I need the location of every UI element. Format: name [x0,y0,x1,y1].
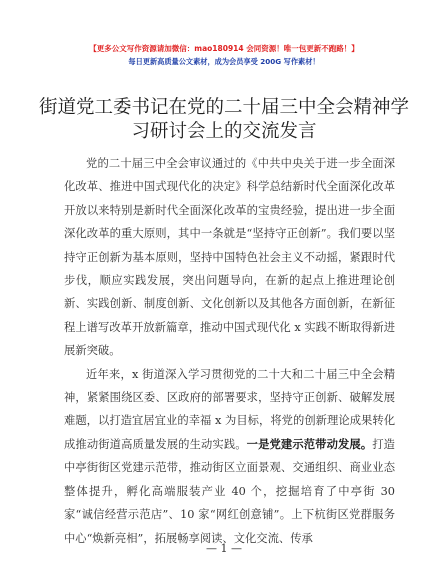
paragraph-2-intro: 近年来，x 街道深入学习贯彻党的二十大和二十届三中全会精神，紧紧围绕区委、区政府的部署要求，坚持守正创新、破解发展难题，以打造宜居宜业的幸福 x 为目标，将党的创新理论成果转化成推动街道高质量发展的生动实践。 [64,367,395,451]
page-number: — 1 — [206,542,242,555]
document-title-line1: 街道党工委书记在党的二十届三中全会精神学 [38,97,409,118]
paragraph-1: 党的二十届三中全会审议通过的《中共中央关于进一步全面深化改革、推进中国式现代化的决定》科学总结新时代全面深化改革开放以来特别是新时代全面深化改革的宝贵经验，提出进一步全面深化改革的重大原则，其中一条就是“坚持守正创新”。我们要以坚持守正创新为基本原则，坚持中国特色社会主义不动摇，紧跟时代步伐，顺应实践发展，突出问题导向，在新的起点上推进理论创新、实践创新、制度创新、文化创新以及其他各方面创新，在新征程上谱写改革开放新篇章，推动中国式现代化 x 实践不断取得新进展新突破。 [64,157,395,358]
promo-banner-line1: 【更多公文写作资源请加微信：mao180914 会同资源！唯一包更新不跑路！】 [89,44,359,53]
promo-banner-line2: 每日更新高质量公文素材，成为会员享受 200G 写作素材！ [128,57,320,66]
paragraph-2-bold-heading: 一是党建示范带动发展。 [246,436,373,451]
document-title-line2: 习研讨会上的交流发言 [131,121,317,142]
paragraph-2-continuation: 打造中亭街街区党建示范带，推动街区立面景观、交通组织、商业业态整体提升，孵化高端服装产业 40 个，挖掘培育了中亭街 30 家“诚信经营示范店”、10 家“网红创意铺”。上下杭街区党群服务中心“焕新亮相”，拓展畅享阅读、文化交流、传承 [64,437,395,545]
paragraph-2 [64,363,395,550]
document-body [64,152,395,550]
